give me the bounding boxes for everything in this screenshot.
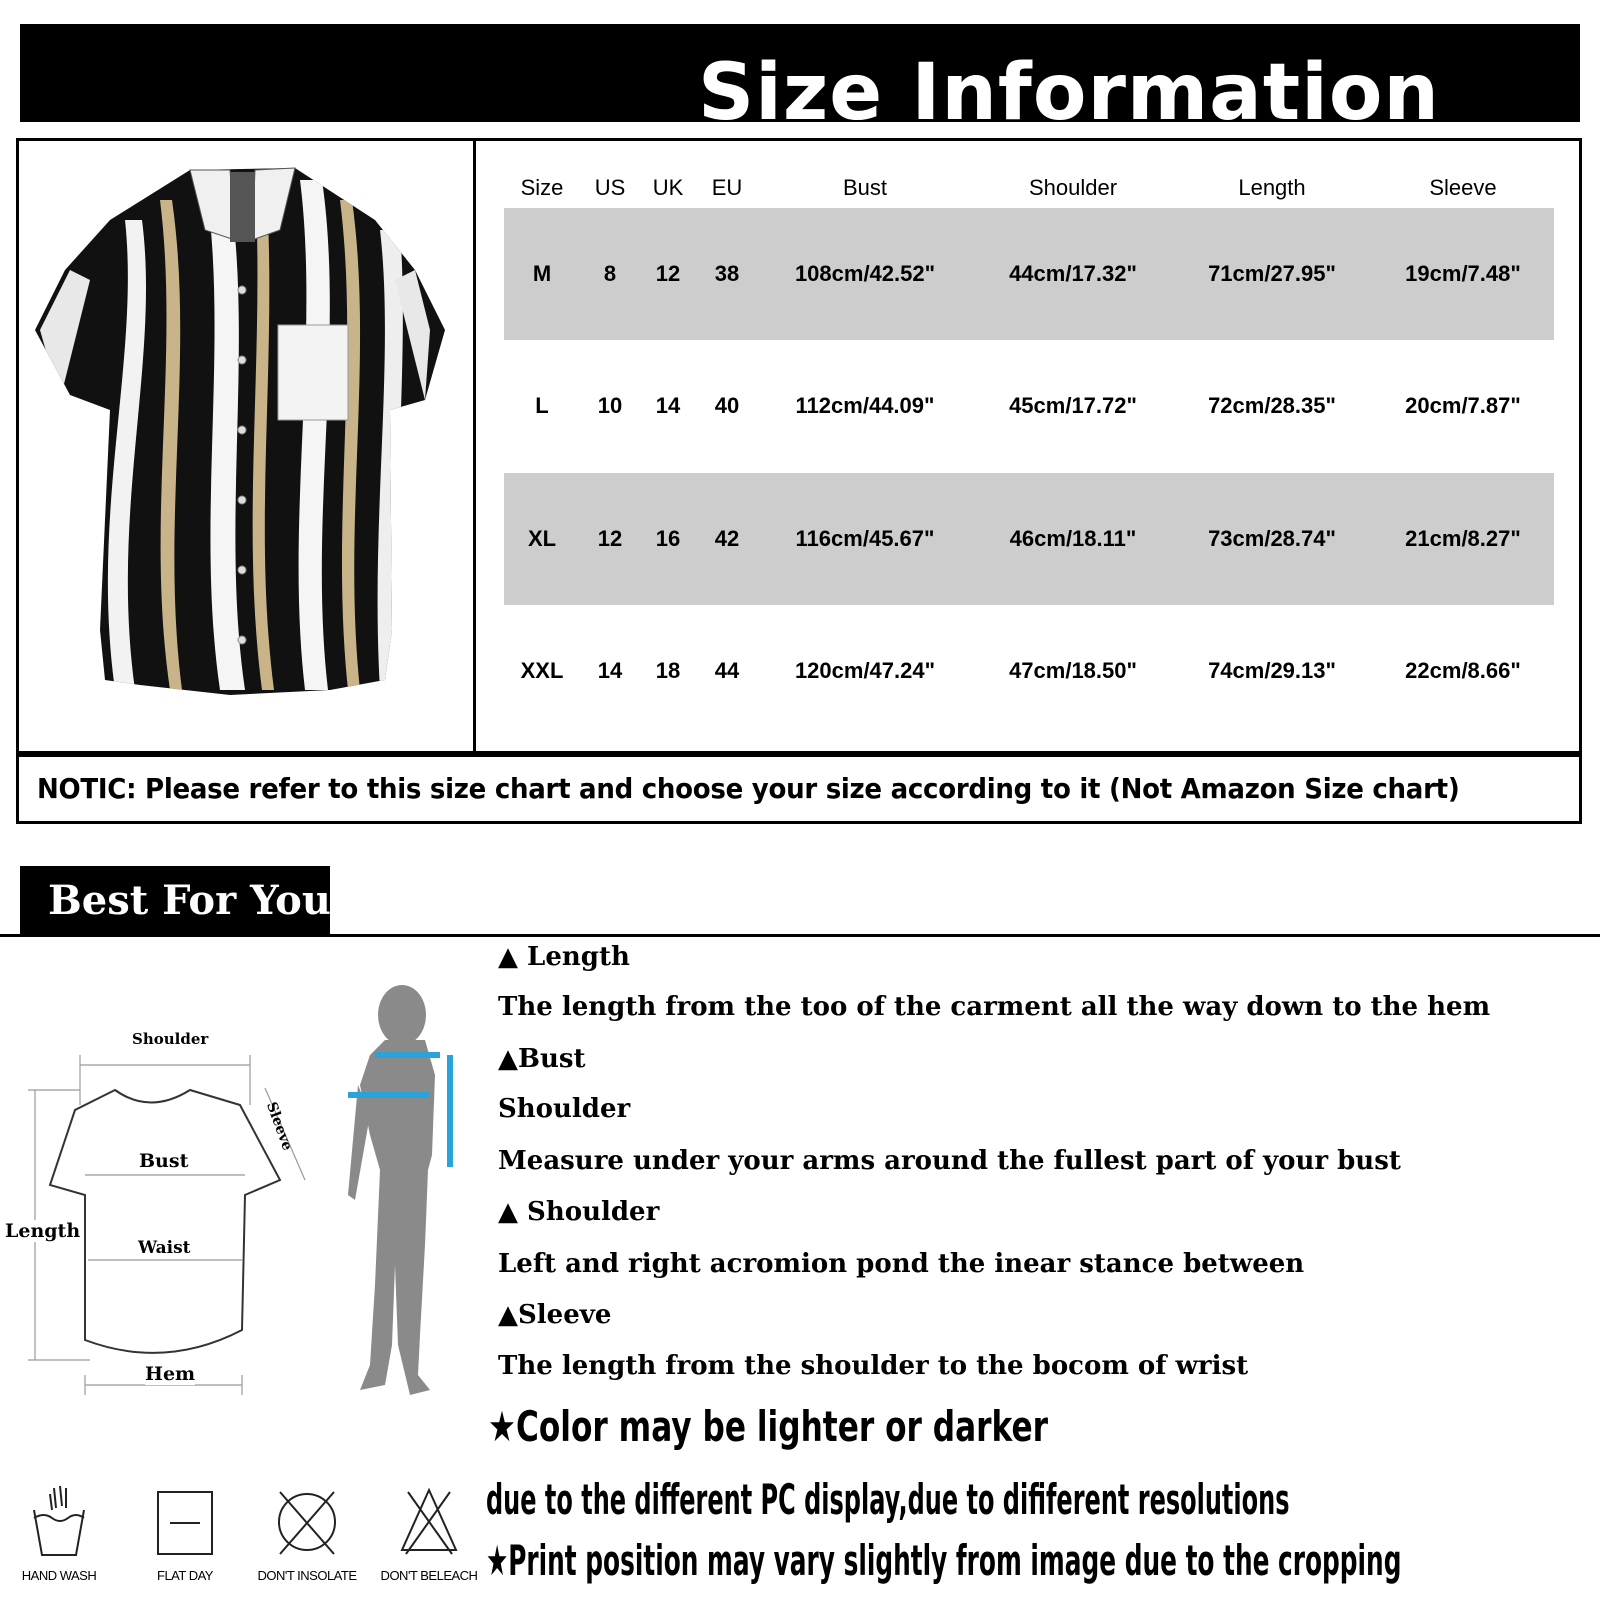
diagram-label-hem: Hem <box>145 1363 196 1385</box>
col-header-bust: Bust <box>842 175 888 200</box>
cell-size: M <box>532 261 552 286</box>
cell-uk: 16 <box>655 526 681 551</box>
chart-divider <box>473 138 476 754</box>
diagram-label-waist: Waist <box>138 1238 191 1258</box>
notice-box <box>16 754 1582 824</box>
section-rule <box>0 934 1600 937</box>
diagram-label-shoulder: Shoulder <box>132 1030 209 1048</box>
cell-uk: 14 <box>655 393 681 418</box>
hand-wash-icon <box>4 1480 114 1560</box>
cell-length: 73cm/28.74" <box>1208 526 1336 551</box>
col-header-uk: UK <box>652 175 684 200</box>
cell-uk: 18 <box>655 658 681 683</box>
cell-size: L <box>535 393 549 418</box>
dont-bleach-icon <box>374 1480 484 1560</box>
striped-shirt-illustration <box>30 160 460 720</box>
cell-uk: 12 <box>655 261 681 286</box>
desc-shoulder-heading: ▲ Shoulder <box>498 1197 660 1227</box>
col-header-us: US <box>594 175 626 200</box>
cell-shoulder: 45cm/17.72" <box>1009 393 1137 418</box>
table-row <box>504 340 1554 472</box>
best-for-you-tab <box>20 866 330 936</box>
desc-sleeve-heading: ▲Sleeve <box>498 1300 612 1330</box>
best-for-you-title: Best For You <box>48 877 331 924</box>
care-dont-insolate <box>252 1480 362 1600</box>
color-note-line2: due to the different PC display,due to dififerent resolutions <box>486 1476 1290 1525</box>
desc-bust-heading: ▲Bust <box>498 1044 586 1074</box>
cell-us: 14 <box>597 658 623 683</box>
page-title: Size Information <box>698 48 1440 138</box>
cell-sleeve: 20cm/7.87" <box>1405 393 1521 418</box>
care-flat-dry <box>130 1480 240 1600</box>
cell-sleeve: 21cm/8.27" <box>1405 526 1521 551</box>
cell-size: XL <box>527 526 557 551</box>
title-banner <box>20 24 1580 138</box>
cell-us: 8 <box>603 261 617 286</box>
cell-bust: 116cm/45.67" <box>795 526 935 551</box>
print-note: ★Print position may vary slightly from image due to the cropping <box>486 1537 1402 1586</box>
desc-length-text: The length from the too of the carment all the way down to the hem <box>498 992 1491 1022</box>
col-header-sleeve: Sleeve <box>1429 175 1497 200</box>
diagram-label-sleeve: Sleeve <box>262 1100 296 1153</box>
col-header-eu: EU <box>711 175 743 200</box>
care-hand-wash <box>4 1480 114 1600</box>
cell-shoulder: 44cm/17.32" <box>1009 261 1137 286</box>
desc-shoulder-text: Left and right acromion pond the inear stance between <box>498 1249 1305 1279</box>
cell-shoulder: 46cm/18.11" <box>1009 526 1137 551</box>
cell-eu: 44 <box>714 658 740 683</box>
shirt-image <box>30 160 460 720</box>
flat-dry-icon <box>130 1480 240 1560</box>
desc-length-heading: ▲ Length <box>498 942 630 972</box>
cell-bust: 112cm/44.09" <box>795 393 935 418</box>
table-row <box>504 605 1554 737</box>
cell-bust: 120cm/47.24" <box>794 658 936 683</box>
care-dont-bleach <box>374 1480 484 1600</box>
desc-sleeve-text: The length from the shoulder to the bocom of wrist <box>498 1351 1249 1381</box>
cell-shoulder: 47cm/18.50" <box>1009 658 1137 683</box>
color-note-line1: ★Color may be lighter or darker <box>488 1403 1049 1452</box>
care-label: DON'T INSOLATE <box>257 1568 357 1583</box>
care-label: DON'T BELEACH <box>380 1568 478 1583</box>
dont-insolate-icon <box>252 1480 362 1560</box>
cell-us: 12 <box>597 526 623 551</box>
cell-bust: 108cm/42.52" <box>794 261 936 286</box>
tshirt-measure-diagram <box>0 1030 320 1430</box>
table-header-row <box>504 170 1554 206</box>
cell-us: 10 <box>597 393 623 418</box>
col-header-length: Length <box>1238 175 1306 200</box>
desc-bust-text: Measure under your arms around the fullest part of your bust <box>498 1146 1401 1176</box>
diagram-label-length: Length <box>5 1220 81 1242</box>
col-header-size: Size <box>520 175 564 200</box>
table-row <box>504 473 1554 605</box>
notice-text: NOTIC: Please refer to this size chart and choose your size according to it (Not Amazon Size chart) <box>37 772 1460 805</box>
care-label: FLAT DAY <box>157 1568 213 1583</box>
body-measure-figure <box>340 985 480 1415</box>
cell-length: 72cm/28.35" <box>1208 393 1336 418</box>
cell-length: 74cm/29.13" <box>1208 658 1336 683</box>
care-label: HAND WASH <box>21 1568 97 1583</box>
cell-eu: 40 <box>714 393 740 418</box>
col-header-shoulder: Shoulder <box>1028 175 1118 200</box>
cell-length: 71cm/27.95" <box>1208 261 1336 286</box>
person-silhouette-icon <box>340 985 480 1415</box>
desc-bust-subheading: Shoulder <box>498 1094 631 1124</box>
cell-sleeve: 22cm/8.66" <box>1405 658 1521 683</box>
cell-eu: 38 <box>714 261 740 286</box>
cell-eu: 42 <box>714 526 740 551</box>
cell-size: XXL <box>520 658 564 683</box>
diagram-label-bust: Bust <box>139 1150 189 1172</box>
table-row <box>504 208 1554 340</box>
cell-sleeve: 19cm/7.48" <box>1405 261 1521 286</box>
